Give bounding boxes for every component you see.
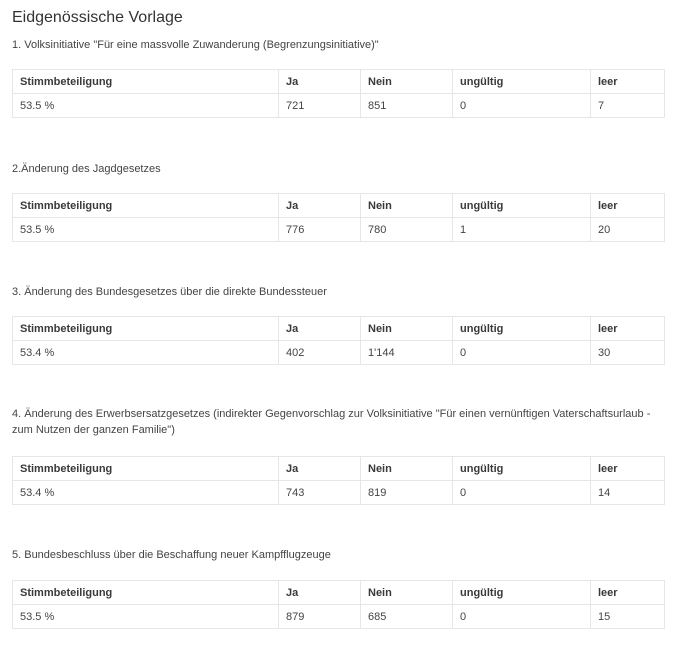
cell-invalid: 0 [453,94,591,118]
header-yes: Ja [279,194,361,218]
cell-invalid: 0 [453,481,591,505]
cell-yes: 743 [279,481,361,505]
cell-no: 780 [361,218,453,242]
cell-no: 851 [361,94,453,118]
header-blank: leer [591,70,665,94]
results-table [12,456,665,505]
results-table [12,69,665,118]
cell-yes: 721 [279,94,361,118]
table-row [13,605,665,629]
header-blank: leer [591,317,665,341]
cell-turnout: 53.5 % [13,218,279,242]
header-no: Nein [361,194,453,218]
header-turnout: Stimmbeteiligung [13,457,279,481]
question-title: 4. Änderung des Erwerbsersatzgesetzes (indirekter Gegenvorschlag zur Volksinitiative "Für einen vernünftigen Vaterschaftsurlaub - zum Nutzen der ganzen Familie") [12,408,651,436]
page-title: Eidgenössische Vorlage [12,9,183,26]
cell-invalid: 1 [453,218,591,242]
results-table [12,193,665,242]
header-turnout: Stimmbeteiligung [13,194,279,218]
header-blank: leer [591,194,665,218]
question-title: 3. Änderung des Bundesgesetzes über die direkte Bundessteuer [12,286,327,298]
header-blank: leer [591,457,665,481]
header-invalid: ungültig [453,457,591,481]
cell-blank: 14 [591,481,665,505]
table-header-row [13,457,665,481]
header-turnout: Stimmbeteiligung [13,70,279,94]
header-yes: Ja [279,581,361,605]
cell-turnout: 53.5 % [13,94,279,118]
cell-blank: 20 [591,218,665,242]
cell-no: 685 [361,605,453,629]
header-yes: Ja [279,70,361,94]
cell-no: 1'144 [361,341,453,365]
table-header-row [13,317,665,341]
results-table [12,580,665,629]
header-invalid: ungültig [453,317,591,341]
cell-blank: 7 [591,94,665,118]
header-yes: Ja [279,317,361,341]
table-row [13,341,665,365]
header-no: Nein [361,457,453,481]
cell-yes: 402 [279,341,361,365]
question-title: 1. Volksinitiative "Für eine massvolle Zuwanderung (Begrenzungsinitiative)" [12,39,379,51]
table-header-row [13,70,665,94]
results-table [12,316,665,365]
table-row [13,481,665,505]
table-header-row [13,194,665,218]
table-row [13,218,665,242]
header-turnout: Stimmbeteiligung [13,581,279,605]
cell-yes: 776 [279,218,361,242]
table-row [13,94,665,118]
header-invalid: ungültig [453,70,591,94]
header-invalid: ungültig [453,194,591,218]
cell-invalid: 0 [453,341,591,365]
cell-blank: 30 [591,341,665,365]
cell-no: 819 [361,481,453,505]
question-title: 2.Änderung des Jagdgesetzes [12,163,161,175]
cell-yes: 879 [279,605,361,629]
cell-turnout: 53.4 % [13,481,279,505]
header-blank: leer [591,581,665,605]
cell-blank: 15 [591,605,665,629]
header-turnout: Stimmbeteiligung [13,317,279,341]
cell-invalid: 0 [453,605,591,629]
cell-turnout: 53.5 % [13,605,279,629]
cell-turnout: 53.4 % [13,341,279,365]
header-yes: Ja [279,457,361,481]
header-invalid: ungültig [453,581,591,605]
question-title: 5. Bundesbeschluss über die Beschaffung neuer Kampfflugzeuge [12,549,331,561]
table-header-row [13,581,665,605]
header-no: Nein [361,581,453,605]
header-no: Nein [361,70,453,94]
header-no: Nein [361,317,453,341]
